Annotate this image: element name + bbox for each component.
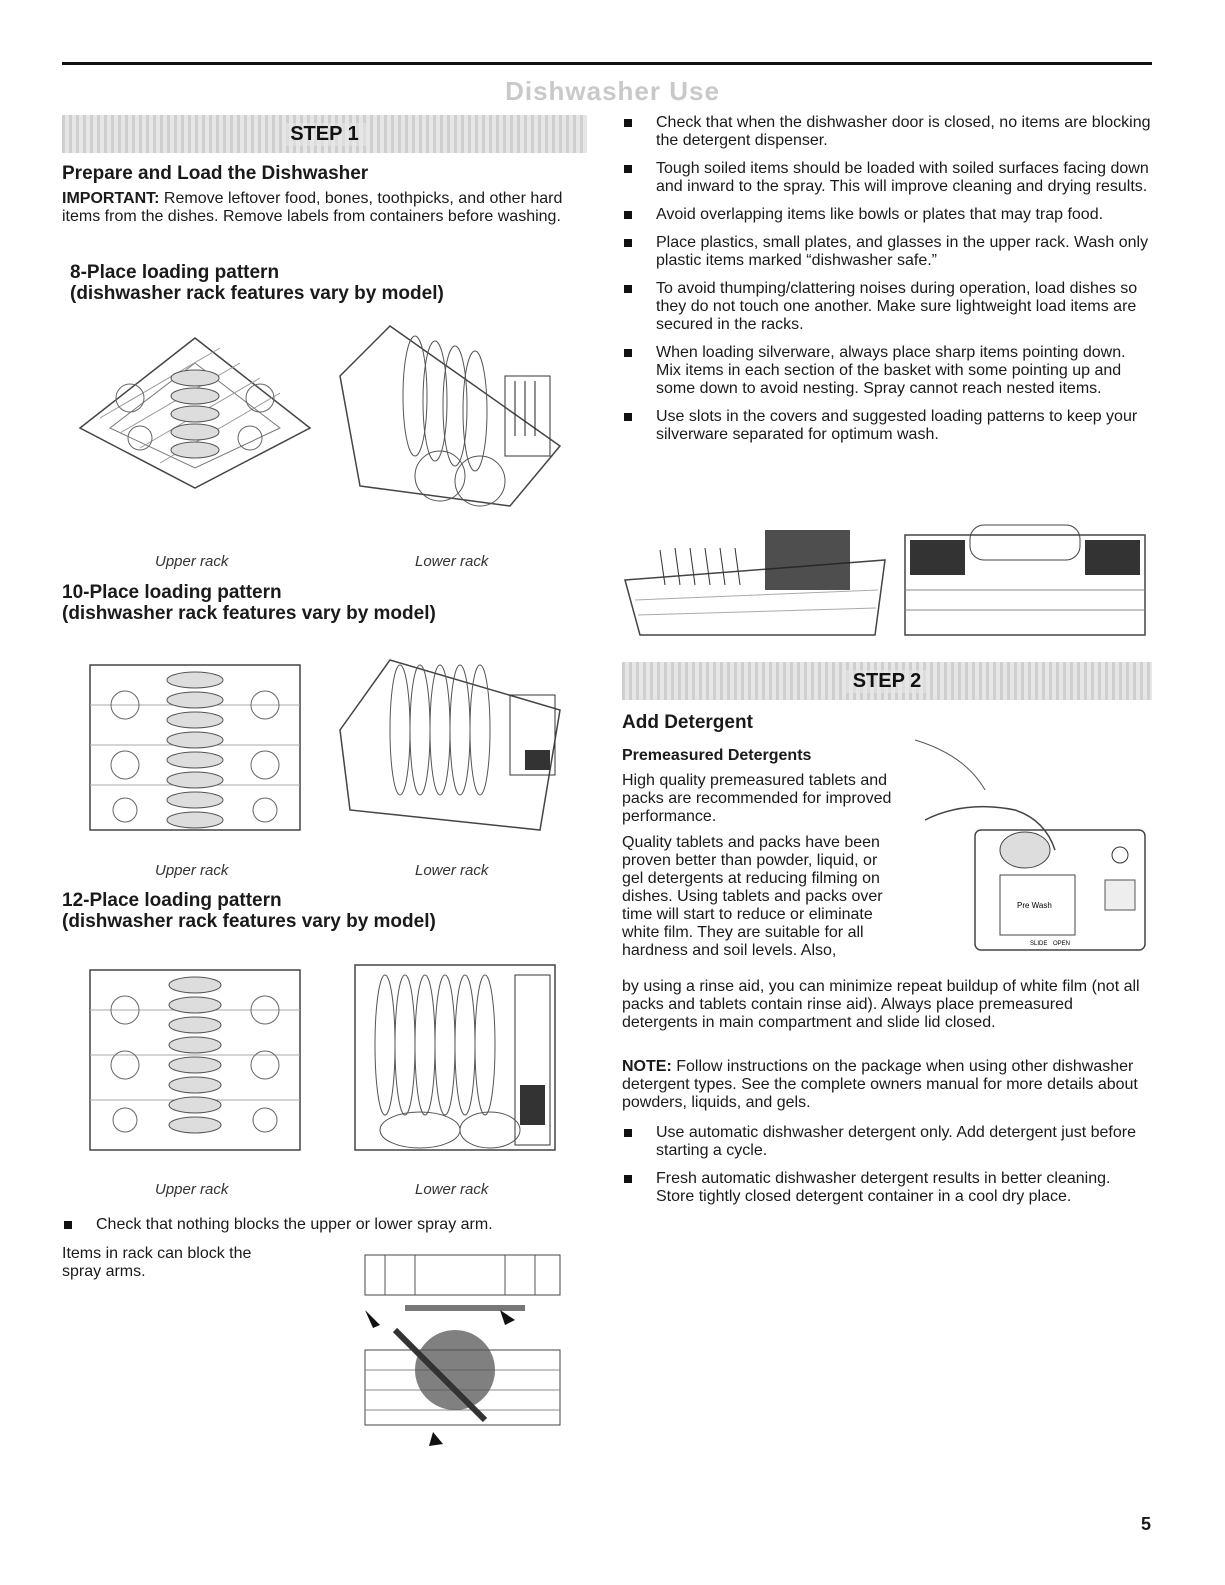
pattern-12-title-line1: 12-Place loading pattern	[62, 890, 282, 911]
pattern-8-upper-caption: Upper rack	[155, 553, 229, 570]
premeasured-para2: Quality tablets and packs have been proven better than powder, liquid, or gel detergents at reducing filming on dishes. Using tablets and packs over time will start to reduce or eliminate white film. They are suitable for all hardness and soil levels. Also,	[622, 834, 883, 959]
pattern-12-upper-caption: Upper rack	[155, 1181, 229, 1198]
loading-tips-list	[622, 114, 1152, 454]
note-paragraph	[622, 1058, 1152, 1112]
section-title: Dishwasher Use	[505, 76, 720, 106]
upper-rack-10-illustration	[80, 645, 310, 845]
pattern-10-title-line2: (dishwasher rack features vary by model)	[62, 603, 436, 624]
premeasured-para2-cont: by using a rinse aid, you can minimize repeat buildup of white film (not all packs and tablets contain rinse aid). Always place premeasured detergents in main compartment and slide lid closed.	[622, 978, 1140, 1031]
spray-arm-bullet-list	[62, 1216, 592, 1244]
upper-rack-12-illustration	[80, 955, 310, 1165]
prewash-label: Pre Wash	[1017, 901, 1052, 910]
note-text: Follow instructions on the package when using other dishwasher detergent types. See the complete owners manual for more details about powders, liquids, and gels.	[622, 1058, 1138, 1111]
step2-bar	[622, 662, 1152, 700]
open-label: OPEN	[1053, 941, 1071, 947]
loading-tip: When loading silverware, always place sharp items pointing down. Mix items in each section of the basket with some pointing up and some down to avoid nesting. Spray cannot reach nested items.	[622, 344, 1152, 398]
lower-rack-8-illustration	[320, 316, 570, 511]
pattern-10-title	[62, 582, 436, 624]
pattern-12-title	[62, 890, 436, 932]
premeasured-subheading: Premeasured Detergents	[622, 747, 812, 764]
loading-tip: Avoid overlapping items like bowls or plates that may trap food.	[622, 206, 1152, 224]
step2-heading: Add Detergent	[622, 712, 753, 733]
step1-heading: Prepare and Load the Dishwasher	[62, 163, 369, 184]
upper-rack-8-illustration	[70, 318, 320, 498]
pattern-12-lower-caption: Lower rack	[415, 1181, 489, 1198]
pattern-10-lower-caption: Lower rack	[415, 862, 489, 879]
loading-tip: Check that when the dishwasher door is closed, no items are blocking the detergent dispenser.	[622, 114, 1152, 150]
pattern-12-title-line2: (dishwasher rack features vary by model)	[62, 911, 436, 932]
top-rule	[62, 62, 1152, 65]
pattern-8-title-line1: 8-Place loading pattern	[70, 262, 280, 283]
pattern-10-upper-caption: Upper rack	[155, 862, 229, 879]
loading-tip: Tough soiled items should be loaded with soiled surfaces facing down and inward to the spray. This will improve cleaning and drying results.	[622, 160, 1152, 196]
pattern-8-title	[70, 262, 444, 304]
lower-rack-12-illustration	[340, 955, 570, 1165]
pattern-8-title-line2: (dishwasher rack features vary by model)	[70, 283, 444, 304]
step1-label: STEP 1	[282, 123, 367, 146]
loading-tip: Use slots in the covers and suggested loading patterns to keep your silverware separated for optimum wash.	[622, 408, 1152, 444]
detergent-tip: Fresh automatic dishwasher detergent results in better cleaning. Store tightly closed detergent container in a cool dry place.	[622, 1170, 1152, 1206]
page-number: 5	[1140, 1514, 1151, 1534]
important-label: IMPORTANT:	[62, 190, 160, 207]
pattern-8-lower-caption: Lower rack	[415, 553, 489, 570]
spray-arm-illustration	[355, 1250, 570, 1450]
loading-tip: Place plastics, small plates, and glasses in the upper rack. Wash only plastic items marked “dishwasher safe.”	[622, 234, 1152, 270]
detergent-bullet-list	[622, 1124, 1152, 1216]
step2-label: STEP 2	[845, 670, 930, 693]
important-text: Remove leftover food, bones, toothpicks, and other hard items from the dishes. Remove labels from containers before washing.	[62, 190, 563, 225]
slide-label: SLIDE	[1030, 941, 1048, 947]
premeasured-para1: High quality premeasured tablets and packs are recommended for improved performance.	[622, 772, 892, 825]
important-paragraph	[62, 190, 582, 226]
loading-tip: To avoid thumping/clattering noises during operation, load dishes so they do not touch one another. Make sure lightweight load items are secured in the racks.	[622, 280, 1152, 334]
detergent-dispenser-illustration	[905, 730, 1150, 960]
step1-bar	[62, 115, 587, 153]
lower-rack-10-illustration	[330, 650, 575, 850]
spray-arm-note: Items in rack can block the spray arms.	[62, 1245, 252, 1280]
detergent-tip: Use automatic dishwasher detergent only. Add detergent just before starting a cycle.	[622, 1124, 1152, 1160]
note-label: NOTE:	[622, 1058, 672, 1075]
silverware-basket-illustration	[620, 520, 890, 640]
silverware-basket-cover-illustration	[900, 520, 1150, 640]
spray-arm-bullet: Check that nothing blocks the upper or lower spray arm.	[62, 1216, 592, 1234]
pattern-10-title-line1: 10-Place loading pattern	[62, 582, 282, 603]
